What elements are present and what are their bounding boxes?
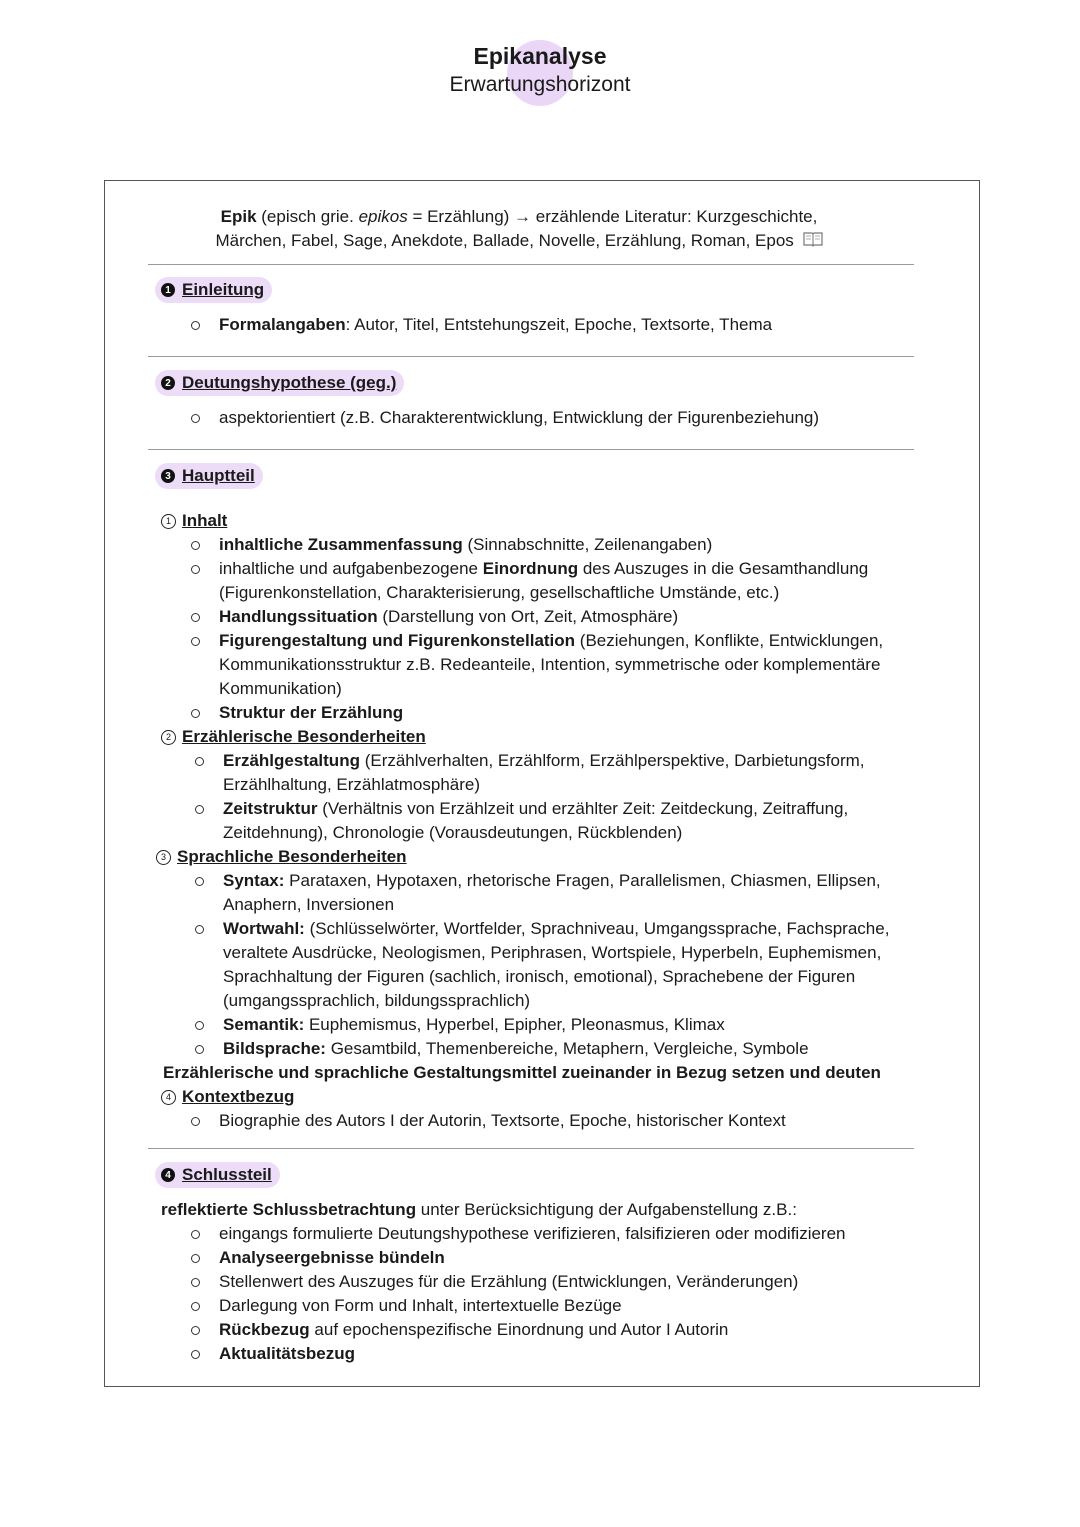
section-hauptteil: 3 Hauptteil — [155, 463, 263, 489]
divider — [148, 449, 914, 450]
list-item: aspektorientiert (z.B. Charakterentwicklung, Entwicklung der Figurenbeziehung) — [161, 406, 941, 430]
content-box — [104, 180, 980, 1387]
intro-term: Epik — [220, 207, 257, 226]
schlussteil-lead: reflektierte Schlussbetrachtung unter Berücksichtigung der Aufgabenstellung z.B.: — [161, 1200, 797, 1219]
book-icon — [803, 230, 823, 254]
divider — [148, 356, 914, 357]
summary-line: Erzählerische und sprachliche Gestaltungsmittel zueinander in Bezug setzen und deuten — [163, 1063, 881, 1082]
divider — [148, 264, 914, 265]
list-item: Semantik: Euphemismus, Hyperbel, Epipher, Pleonasmus, Klimax — [161, 1013, 941, 1037]
list-item: Erzählgestaltung (Erzählverhalten, Erzählform, Erzählperspektive, Darbietungsform, Erzählhaltung, Erzählatmosphäre) — [161, 749, 941, 797]
number-4-icon: 4 — [161, 1168, 175, 1182]
einleitung-content — [161, 313, 941, 337]
section-schlussteil: 4 Schlussteil — [155, 1162, 280, 1188]
subsection-erzaehlerische-besonderheiten: 2 Erzählerische Besonderheiten — [161, 725, 941, 749]
intro-text: Epik (episch grie. epikos = Erzählung) → erzählende Literatur: Kurzgeschichte, Märchen, Fabel, Sage, Anekdote, Ballade, Novelle, Erzählung, Roman, Epos — [209, 205, 829, 254]
list-item: Handlungssituation (Darstellung von Ort, Zeit, Atmosphäre) — [161, 605, 941, 629]
subsection-kontextbezug: 4 Kontextbezug — [161, 1085, 941, 1109]
list-item: Zeitstruktur (Verhältnis von Erzählzeit und erzählter Zeit: Zeitdeckung, Zeitraffung, Zeitdehnung), Chronologie (Vorausdeutungen, Rückblenden) — [161, 797, 941, 845]
page-subtitle: Erwartungshorizont — [449, 73, 631, 96]
schlussteil-content — [161, 1198, 941, 1366]
hauptteil-content — [161, 509, 941, 1133]
subsection-sprachliche-besonderheiten: 3 Sprachliche Besonderheiten — [156, 845, 941, 869]
list-item: Analyseergebnisse bündeln — [161, 1246, 941, 1270]
page-header — [0, 40, 1080, 98]
subsection-inhalt: 1 Inhalt — [161, 509, 941, 533]
divider — [148, 1148, 914, 1149]
list-item: Aktualitätsbezug — [161, 1342, 941, 1366]
circled-3-icon: 3 — [156, 850, 171, 865]
list-item: Rückbezug auf epochenspezifische Einordnung und Autor I Autorin — [161, 1318, 941, 1342]
list-item: Stellenwert des Auszuges für die Erzählung (Entwicklungen, Veränderungen) — [161, 1270, 941, 1294]
section-einleitung: 1 Einleitung — [155, 277, 272, 303]
circled-1-icon: 1 — [161, 514, 176, 529]
number-3-icon: 3 — [161, 469, 175, 483]
list-item: Wortwahl: (Schlüsselwörter, Wortfelder, Sprachniveau, Umgangssprache, Fachsprache, veraltete Ausdrücke, Neologismen, Periphrasen, Wortspiele, Hyperbeln, Euphemismen, Sprachhaltung der Figuren (sachlich, ironisch, emotional), Sprachebene der Figuren (umgangssprachlich, bildungssprachlich) — [161, 917, 941, 1013]
circled-4-icon: 4 — [161, 1090, 176, 1105]
deutungshypothese-content — [161, 406, 941, 430]
list-item: Bildsprache: Gesamtbild, Themenbereiche, Metaphern, Vergleiche, Symbole — [161, 1037, 941, 1061]
list-item: Struktur der Erzählung — [161, 701, 941, 725]
circled-2-icon: 2 — [161, 730, 176, 745]
list-item: Figurengestaltung und Figurenkonstellation (Beziehungen, Konflikte, Entwicklungen, Kommunikationsstruktur z.B. Redeanteile, Intention, symmetrische oder komplementäre Kommunikation) — [161, 629, 941, 701]
number-1-icon: 1 — [161, 283, 175, 297]
number-2-icon: 2 — [161, 376, 175, 390]
section-deutungshypothese: 2 Deutungshypothese (geg.) — [155, 370, 404, 396]
list-item: Darlegung von Form und Inhalt, intertextuelle Bezüge — [161, 1294, 941, 1318]
list-item: Syntax: Parataxen, Hypotaxen, rhetorische Fragen, Parallelismen, Chiasmen, Ellipsen, Anaphern, Inversionen — [161, 869, 941, 917]
list-item: Biographie des Autors I der Autorin, Textsorte, Epoche, historischer Kontext — [161, 1109, 941, 1133]
list-item: inhaltliche Zusammenfassung (Sinnabschnitte, Zeilenangaben) — [161, 533, 941, 557]
list-item: inhaltliche und aufgabenbezogene Einordnung des Auszuges in die Gesamthandlung (Figurenkonstellation, Charakterisierung, gesellschaftliche Umstände, etc.) — [161, 557, 941, 605]
page-title: Epikanalyse — [473, 43, 607, 69]
list-item: Formalangaben: Autor, Titel, Entstehungszeit, Epoche, Textsorte, Thema — [161, 313, 941, 337]
list-item: eingangs formulierte Deutungshypothese verifizieren, falsifizieren oder modifizieren — [161, 1222, 941, 1246]
